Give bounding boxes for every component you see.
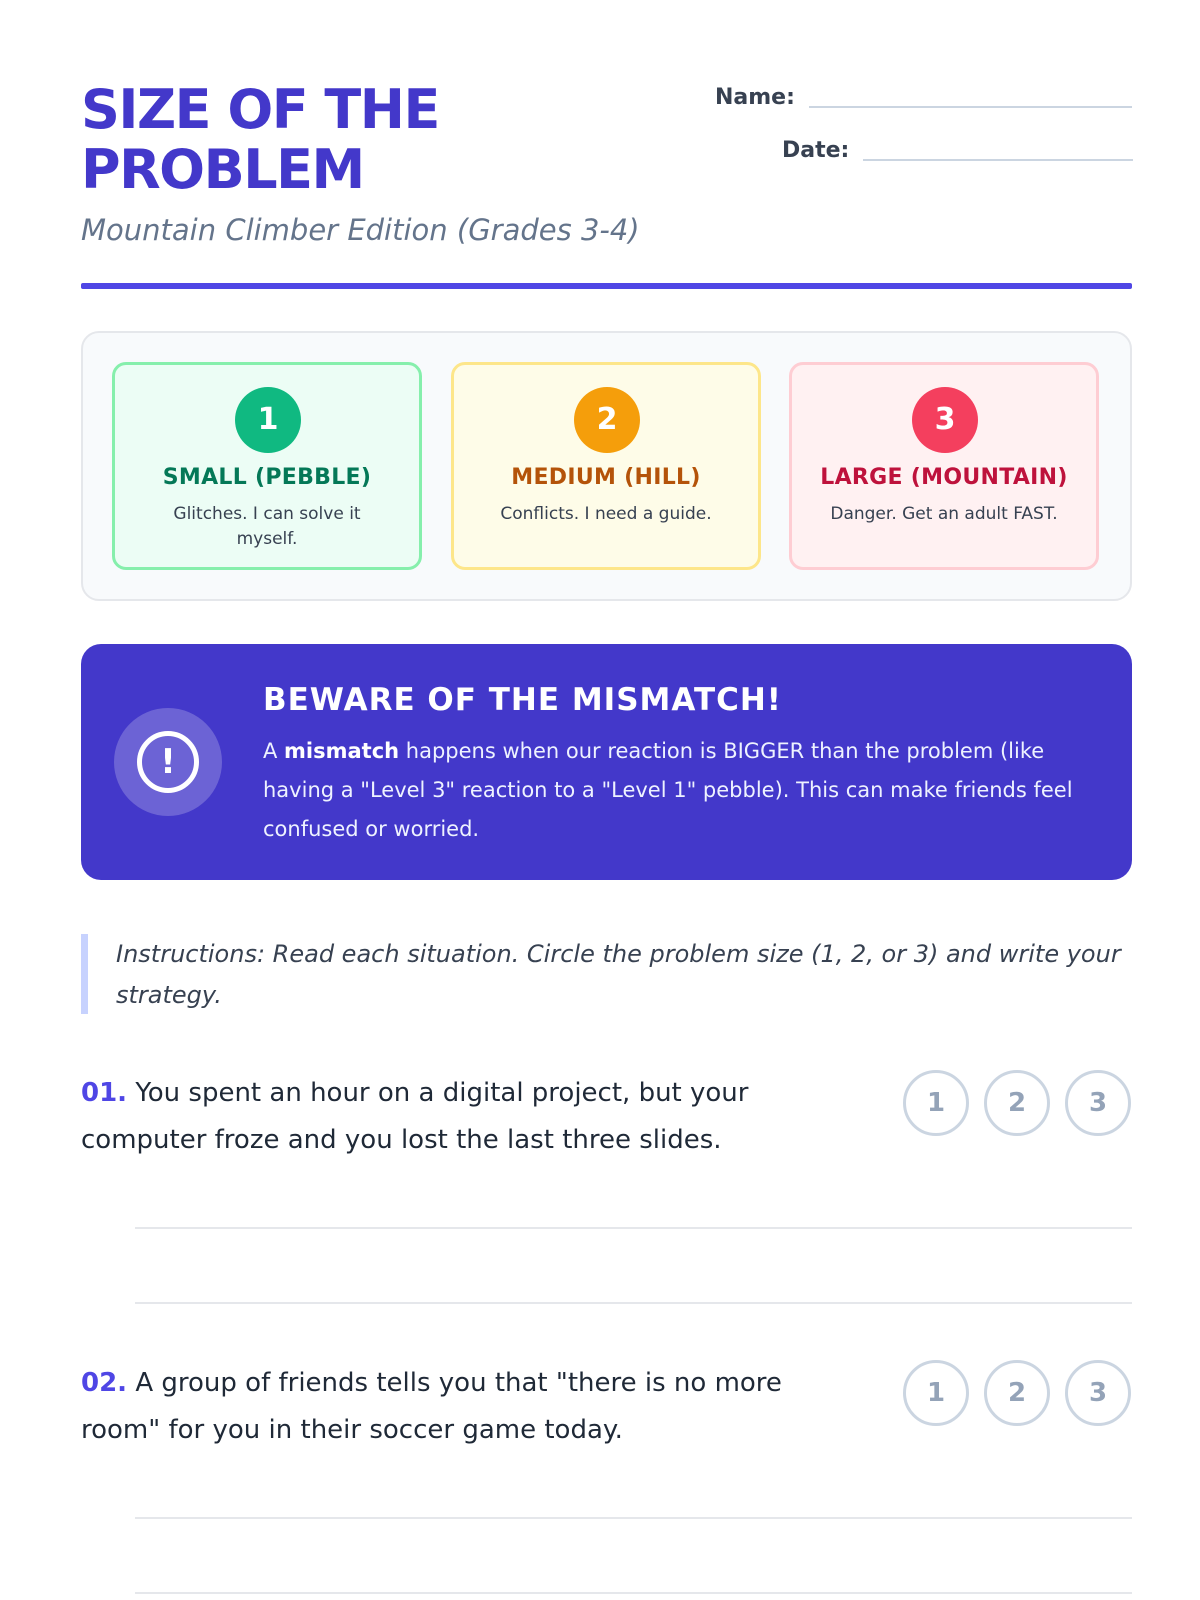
level-number-badge: 2 (574, 387, 640, 453)
level-card-large (789, 362, 1099, 570)
choice-circle-3[interactable]: 3 (1065, 1360, 1131, 1426)
date-write-line[interactable] (863, 159, 1133, 161)
choice-circle-2[interactable]: 2 (984, 1360, 1050, 1426)
level-card-small (112, 362, 422, 570)
size-choices (903, 1070, 1132, 1138)
banner-icon-circle (114, 708, 222, 816)
header-divider (81, 283, 1132, 289)
mismatch-banner (81, 644, 1132, 880)
name-write-line[interactable] (809, 106, 1132, 108)
level-card-medium (451, 362, 761, 570)
question-text (81, 1360, 846, 1454)
level-description: Conflicts. I need a guide. (500, 504, 712, 524)
level-title: LARGE (MOUNTAIN) (820, 465, 1068, 490)
choice-circle-1[interactable]: 1 (903, 1070, 969, 1136)
banner-text-post: happens when our reaction is BIGGER than the problem (like having a "Level 3" reaction to a "Level 1" pebble). This can make friends feel confused or worried. (263, 739, 1073, 841)
choice-circle-2[interactable]: 2 (984, 1070, 1050, 1136)
level-number-badge: 3 (912, 387, 978, 453)
size-choices (903, 1360, 1132, 1428)
worksheet-header (81, 80, 1132, 285)
instructions: Instructions: Read each situation. Circle the problem size (1, 2, or 3) and write your strategy. (81, 934, 1132, 1014)
level-description: Danger. Get an adult FAST. (830, 504, 1058, 524)
choice-circle-3[interactable]: 3 (1065, 1070, 1131, 1136)
page-title: SIZE OF THE PROBLEM (81, 78, 439, 201)
choice-circle-1[interactable]: 1 (903, 1360, 969, 1426)
banner-text-pre: A (263, 739, 285, 763)
answer-line[interactable] (135, 1302, 1132, 1304)
level-number-badge: 1 (235, 387, 301, 453)
name-label: Name: (715, 85, 795, 110)
answer-line[interactable] (135, 1227, 1132, 1229)
problem-size-levels (81, 331, 1132, 601)
question-number: 02. (81, 1368, 128, 1398)
answer-line[interactable] (135, 1517, 1132, 1519)
banner-text-bold: mismatch (284, 739, 400, 763)
answer-line[interactable] (135, 1592, 1132, 1594)
date-label: Date: (782, 138, 850, 163)
level-title: MEDIUM (HILL) (511, 465, 701, 490)
question-number: 01. (81, 1078, 128, 1108)
name-field[interactable] (715, 85, 1132, 110)
date-field[interactable] (782, 138, 1133, 163)
question-text (81, 1070, 846, 1164)
worksheet-page (81, 0, 1132, 1600)
level-description: Glitches. I can solve it myself. (173, 504, 361, 549)
question-prompt: A group of friends tells you that "there is no more room" for you in their soccer game today. (81, 1368, 782, 1445)
page-subtitle: Mountain Climber Edition (Grades 3-4) (81, 213, 640, 247)
banner-text (263, 732, 1103, 849)
level-title: SMALL (PEBBLE) (162, 465, 372, 490)
banner-title: BEWARE OF THE MISMATCH! (263, 682, 782, 718)
question-prompt: You spent an hour on a digital project, but your computer froze and you lost the last three slides. (81, 1078, 749, 1155)
exclamation-icon: ! (137, 731, 199, 793)
